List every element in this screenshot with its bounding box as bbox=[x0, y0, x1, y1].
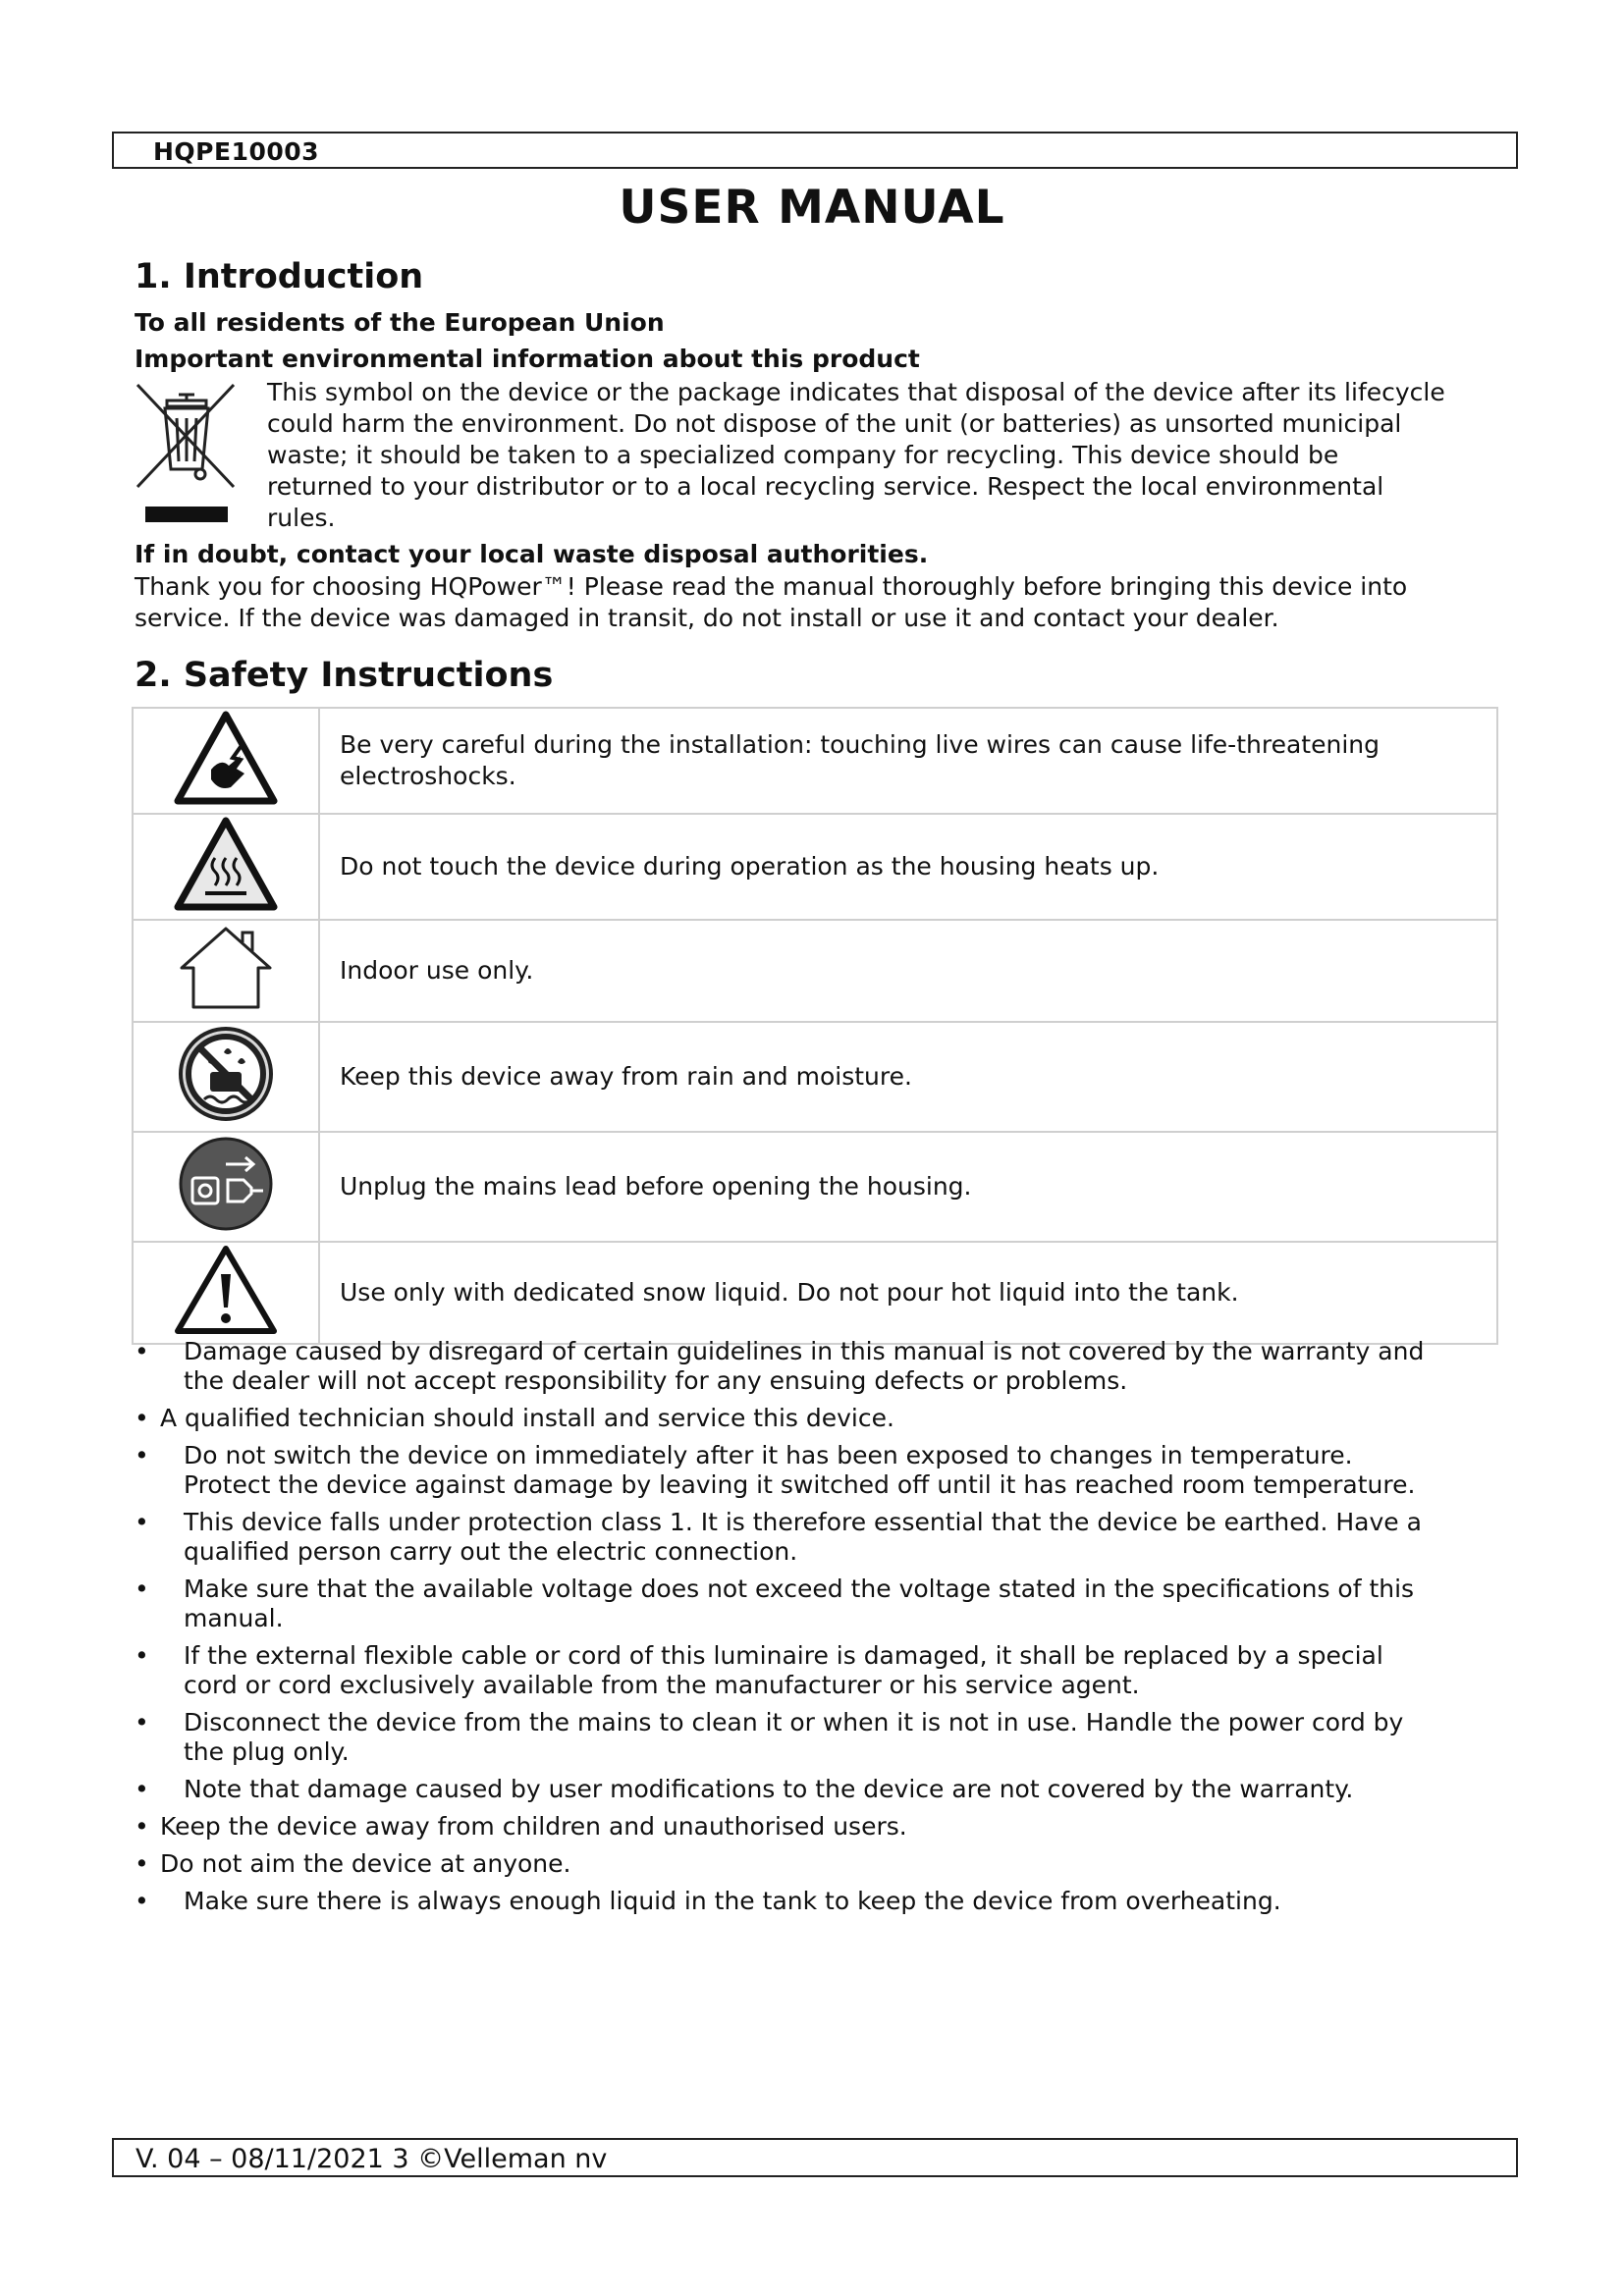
weee-line: This symbol on the device or the package indicates that disposal of the device after its lifecycle bbox=[267, 378, 1445, 406]
bullet-text: This device falls under protection class 1. It is therefore essential that the device be earthed. Have a qualified person carry out the electric connection. bbox=[184, 1508, 1422, 1566]
list-item bbox=[135, 1849, 1489, 1879]
bullet-text: A qualified technician should install and service this device. bbox=[160, 1404, 894, 1432]
electric-shock-warning-icon bbox=[172, 709, 280, 807]
list-item bbox=[135, 1337, 1489, 1396]
safety-icon-cell bbox=[133, 814, 319, 920]
general-warning-icon bbox=[172, 1243, 280, 1337]
header-box bbox=[112, 132, 1518, 169]
page-title: USER MANUAL bbox=[619, 181, 1005, 235]
bullet-icon: • bbox=[135, 1575, 149, 1603]
bullet-icon: • bbox=[135, 1812, 149, 1841]
safety-text-line: Keep this device away from rain and moisture. bbox=[340, 1062, 912, 1091]
unplug-mains-icon bbox=[175, 1133, 277, 1235]
bullet-icon: • bbox=[135, 1708, 149, 1736]
list-item bbox=[135, 1708, 1489, 1767]
list-item bbox=[135, 1404, 1489, 1433]
bullet-icon: • bbox=[135, 1641, 149, 1670]
indoor-use-house-icon bbox=[172, 921, 280, 1015]
bullet-icon: • bbox=[135, 1337, 149, 1365]
safety-text-line: electroshocks. bbox=[340, 762, 516, 790]
footer-text: V. 04 – 08/11/2021 3 ©Velleman nv bbox=[135, 2144, 608, 2174]
safety-text-line: Do not touch the device during operation as the housing heats up. bbox=[340, 852, 1160, 881]
bullet-text: Keep the device away from children and unauthorised users. bbox=[160, 1812, 907, 1841]
safety-row bbox=[133, 1022, 1497, 1132]
env-line: Important environmental information about this product bbox=[135, 345, 920, 373]
bullet-text: Make sure that the available voltage does not exceed the voltage stated in the specifications of this manual. bbox=[184, 1575, 1415, 1632]
safety-text-cell bbox=[319, 1132, 1497, 1242]
list-item bbox=[135, 1812, 1489, 1842]
list-item bbox=[135, 1575, 1489, 1633]
eu-line: To all residents of the European Union bbox=[135, 308, 665, 337]
weee-line: could harm the environment. Do not dispose of the unit (or batteries) as unsorted municipal bbox=[267, 409, 1402, 438]
hot-surface-warning-icon bbox=[172, 815, 280, 913]
safety-icon-cell bbox=[133, 920, 319, 1022]
safety-icon-cell bbox=[133, 1022, 319, 1132]
weee-text bbox=[267, 377, 1504, 534]
list-item bbox=[135, 1508, 1489, 1567]
bullet-text: Note that damage caused by user modifications to the device are not covered by the warranty. bbox=[184, 1775, 1354, 1803]
safety-heading: 2. Safety Instructions bbox=[135, 656, 554, 695]
safety-table bbox=[132, 707, 1498, 1345]
bullet-text: If the external flexible cable or cord of this luminaire is damaged, it shall be replaced by a special cord or cord exclusively available from the manufacturer or his service agent. bbox=[184, 1641, 1383, 1699]
safety-row bbox=[133, 920, 1497, 1022]
safety-icon-cell bbox=[133, 1132, 319, 1242]
no-rain-moisture-icon bbox=[175, 1023, 277, 1125]
doubt-line: If in doubt, contact your local waste disposal authorities. bbox=[135, 540, 929, 568]
safety-text-line: Indoor use only. bbox=[340, 956, 534, 985]
bullet-text: Do not switch the device on immediately after it has been exposed to changes in temperature. Protect the device against damage by leaving it switched off until it has reached room temperature. bbox=[184, 1441, 1416, 1499]
intro-heading: 1. Introduction bbox=[135, 257, 424, 296]
safety-icon-cell bbox=[133, 708, 319, 814]
safety-text-cell bbox=[319, 708, 1497, 814]
safety-row bbox=[133, 814, 1497, 920]
safety-icon-cell bbox=[133, 1242, 319, 1344]
safety-text-cell bbox=[319, 1242, 1497, 1344]
bullet-text: Do not aim the device at anyone. bbox=[160, 1849, 571, 1878]
safety-text-cell bbox=[319, 920, 1497, 1022]
bullet-text: Disconnect the device from the mains to clean it or when it is not in use. Handle the power cord by the plug only. bbox=[184, 1708, 1404, 1766]
list-item bbox=[135, 1887, 1489, 1916]
list-item bbox=[135, 1775, 1489, 1804]
safety-text-line: Unplug the mains lead before opening the housing. bbox=[340, 1172, 972, 1201]
thanks-text bbox=[135, 571, 1509, 634]
safety-text-line: Be very careful during the installation: touching live wires can cause life-threatening bbox=[340, 730, 1380, 759]
safety-text-cell bbox=[319, 1022, 1497, 1132]
list-item bbox=[135, 1641, 1489, 1700]
footer-box bbox=[112, 2138, 1518, 2177]
weee-line: returned to your distributor or to a local recycling service. Respect the local environmental bbox=[267, 472, 1384, 501]
bullet-icon: • bbox=[135, 1508, 149, 1536]
weee-line: waste; it should be taken to a specialized company for recycling. This device should be bbox=[267, 441, 1339, 469]
thanks-line: Thank you for choosing HQPower™! Please read the manual thoroughly before bringing this device into bbox=[135, 572, 1408, 601]
safety-row bbox=[133, 1132, 1497, 1242]
bullet-text: Damage caused by disregard of certain guidelines in this manual is not covered by the warranty and the dealer will not accept responsibility for any ensuing defects or problems. bbox=[184, 1337, 1425, 1395]
safety-row bbox=[133, 708, 1497, 814]
bullet-icon: • bbox=[135, 1849, 149, 1878]
crossed-out-wheelie-bin-icon bbox=[132, 379, 242, 526]
thanks-line: service. If the device was damaged in transit, do not install or use it and contact your dealer. bbox=[135, 604, 1279, 632]
bullet-icon: • bbox=[135, 1404, 149, 1432]
list-item bbox=[135, 1441, 1489, 1500]
safety-text-line: Use only with dedicated snow liquid. Do not pour hot liquid into the tank. bbox=[340, 1278, 1239, 1307]
bullet-text: Make sure there is always enough liquid in the tank to keep the device from overheating. bbox=[184, 1887, 1281, 1915]
safety-row bbox=[133, 1242, 1497, 1344]
product-code: HQPE10003 bbox=[153, 137, 320, 166]
weee-line: rules. bbox=[267, 504, 336, 532]
bullet-icon: • bbox=[135, 1887, 149, 1915]
bullet-icon: • bbox=[135, 1775, 149, 1803]
bullet-icon: • bbox=[135, 1441, 149, 1469]
safety-bullet-list bbox=[135, 1337, 1489, 1924]
safety-text-cell bbox=[319, 814, 1497, 920]
